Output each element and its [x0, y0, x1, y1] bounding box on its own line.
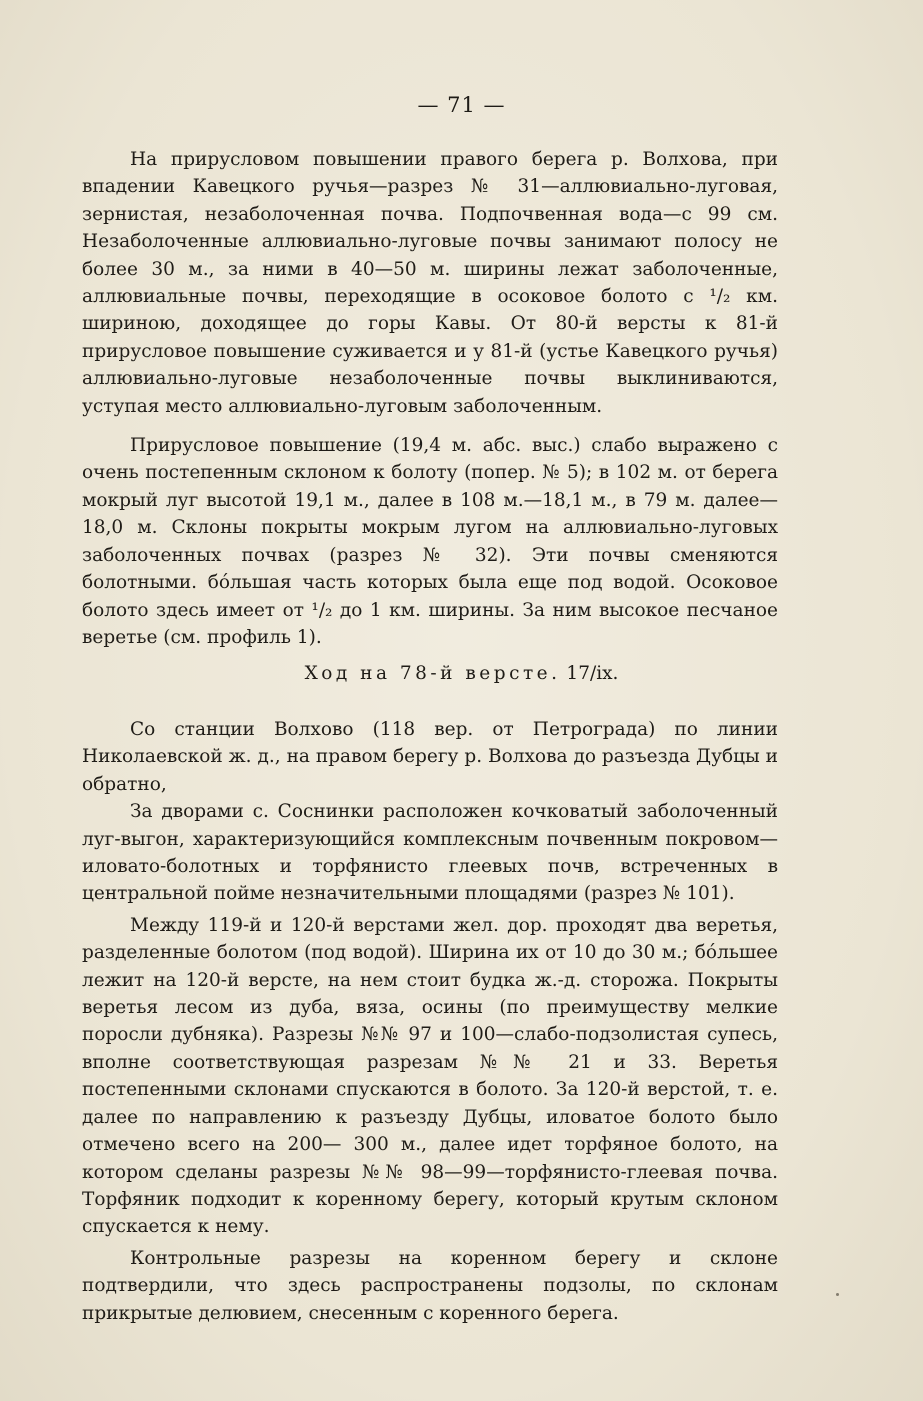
paragraph-6: Контрольные разрезы на коренном берегу и склоне подтвердили, что здесь распространены подзолы, по склонам прикрытые делювием, снесенным с коренного берега. — [82, 1247, 778, 1324]
text-block-2 — [82, 716, 778, 1327]
paragraph-4: За дворами с. Соснинки расположен кочковатый заболоченный луг-выгон, характеризующийся комплексным почвенным покровом—иловато-болотных и торфянисто глеевых почв, встреченных в центральной пойме незначительными площадями (разрез № 101). — [82, 801, 778, 905]
paragraph-5: Между 119-й и 120-й верстами жел. дор. проходят два веретья, разделенные болотом (под водой). Ширина их от 10 до 30 м.; бо́льшее лежит на 120-й версте, на нем стоит будка ж.-д. сторожа. Покрыты веретья лесом из дуба, вяза, осины (по преимуществу мелкие поросли дубняка). Разрезы №№ 97 и 100—слабо-подзолистая супесь, вполне соответствующая разрезам №№ 21 и 33. Веретья постепенными склонами спускаются в болото. За 120-й верстой, т. е. далее по направлению к разъезду Дубцы, иловатое болото было отмечено всего на 200— 300 м., далее идет торфяное болото, на котором сделаны разрезы №№ 98—99—торфянисто-глеевая почва. Торфяник подходит к коренному берегу, который крутым склоном спускается к нему. — [82, 914, 778, 1238]
heading-title: Ход на 78-й версте. — [304, 663, 561, 684]
page-number: — 71 — — [417, 93, 506, 117]
section-heading — [0, 660, 923, 687]
paper-speck — [836, 1293, 839, 1296]
paragraph-1: На прирусловом повышении правого берега р. Волхова, при впадении Кавецкого ручья—разрез № 31—аллювиально-луговая, зернистая, незаболоченная почва. Подпочвенная вода—с 99 см. Незаболоченные аллювиально-луговые почвы занимают полосу не более 30 м., за ними в 40—50 м. ширины лежат заболоченные, аллювиальные почвы, переходящие в осоковое болото с ¹/₂ км. шириною, доходящее до горы Кавы. От 80-й версты к 81-й прирусловое повышение суживается и у 81-й (устье Кавецкого ручья) аллювиально-луговые незаболоченные почвы выклиниваются, уступая место аллювиально-луговым заболоченным. — [82, 149, 778, 417]
paragraph-3: Со станции Волхово (118 вер. от Петрограда) по линии Николаевской ж. д., на правом берегу р. Волхова до разъезда Дубцы и обратно, — [82, 719, 778, 795]
heading-date: 17/ix. — [566, 663, 619, 684]
paragraph-2: Прирусловое повышение (19,4 м. абс. выс.) слабо выражено с очень постепенным склоном к болоту (попер. № 5); в 102 м. от берега мокрый луг высотой 19,1 м., далее в 108 м.—18,1 м., в 79 м. далее— 18,0 м. Склоны покрыты мокрым лугом на аллювиально-луговых заболоченных почвах (разрез № 32). Эти почвы сменяются болотными. бо́льшая часть которых была еще под водой. Осоковое болото здесь имеет от ¹/₂ до 1 км. ширины. За ним высокое песчаное веретье (см. профиль 1). — [82, 435, 778, 648]
text-block-1 — [82, 146, 778, 651]
